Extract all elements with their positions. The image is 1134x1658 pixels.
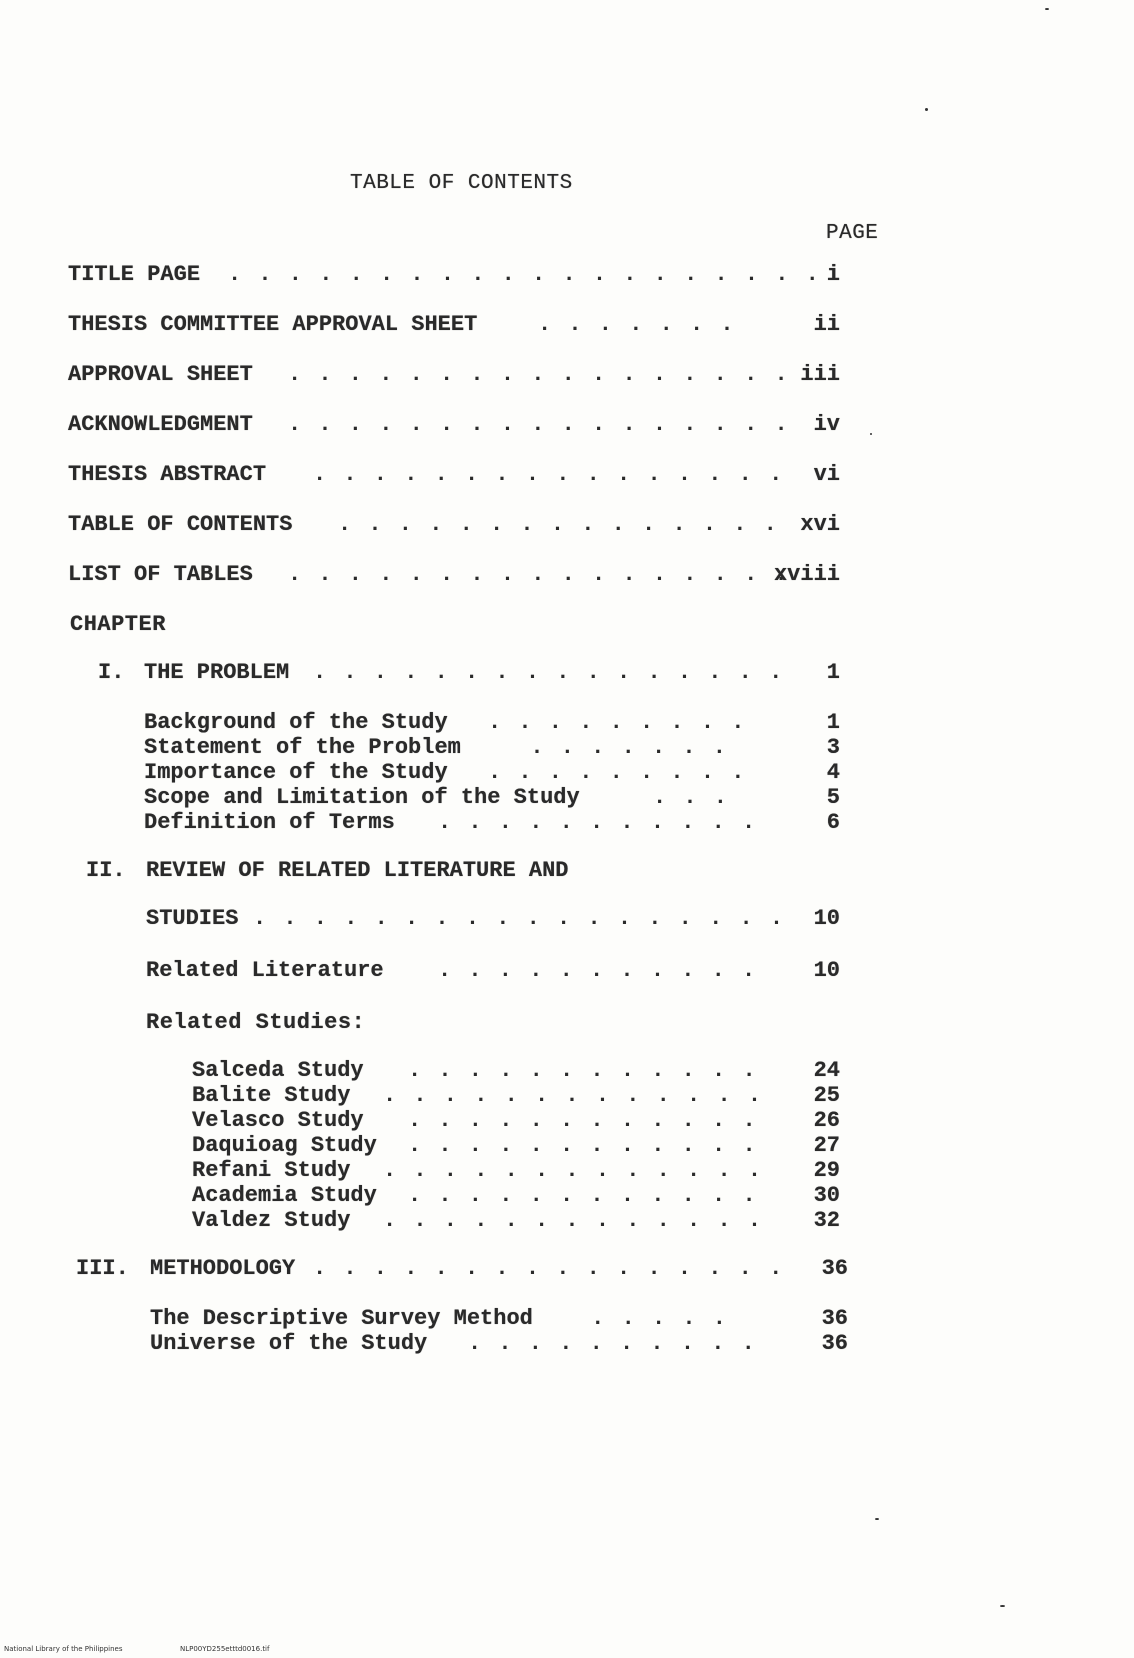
study-page: 32: [813, 1208, 840, 1233]
chapter-label: THE PROBLEM: [144, 660, 290, 685]
toc-entry: [68, 1133, 840, 1161]
chapter-page: 36: [821, 1256, 848, 1281]
leader-dots: . . . . . . . . . .: [468, 1331, 757, 1356]
leader-dots: . . . . . . . . . . . . . . . . .: [288, 362, 790, 387]
leader-dots: . . . . . . . . . . . .: [408, 1108, 758, 1133]
toc-entry: [68, 462, 840, 490]
entry-page: xvi: [800, 512, 840, 537]
chapter-page: 1: [826, 660, 840, 685]
toc-entry: [68, 735, 840, 763]
leader-dots: . . . . . . .: [538, 312, 736, 337]
leader-dots: . . . . . . . . . . . . . . . .: [313, 660, 785, 685]
section-page: 3: [826, 735, 840, 760]
leader-dots: . . . . . . . . . . . . . . . . .: [288, 412, 790, 437]
leader-dots: . . . . . . .: [530, 735, 728, 760]
scan-speck: [1000, 1605, 1005, 1607]
footer-file-name: NLP00YD255etttd0016.tif: [180, 1645, 270, 1653]
scan-speck: [1045, 8, 1049, 10]
section-page: 1: [826, 710, 840, 735]
section-page: 36: [821, 1306, 848, 1331]
chapter-numeral: III.: [76, 1256, 129, 1281]
chapter-entry: [68, 906, 840, 934]
toc-title: TABLE OF CONTENTS: [350, 172, 573, 195]
study-page: 30: [813, 1183, 840, 1208]
chapter-label-continued: STUDIES: [146, 906, 239, 931]
study-label: Daquioag Study: [192, 1133, 377, 1158]
toc-entry: [68, 512, 840, 540]
entry-page: ii: [813, 312, 840, 337]
chapter-numeral: I.: [98, 660, 125, 685]
chapter-label: METHODOLOGY: [150, 1256, 296, 1281]
toc-entry: [68, 1108, 840, 1136]
toc-entry: [68, 562, 840, 590]
chapter-entry: [68, 1256, 848, 1284]
study-page: 24: [813, 1058, 840, 1083]
study-label: Velasco Study: [192, 1108, 364, 1133]
toc-entry: [68, 362, 840, 390]
section-page: 4: [826, 760, 840, 785]
section-label: Universe of the Study: [150, 1331, 428, 1356]
study-label: Academia Study: [192, 1183, 377, 1208]
scan-speck: [925, 108, 928, 111]
leader-dots: . . . . . . . . .: [488, 710, 747, 735]
leader-dots: . . . . . . . . . . . . .: [383, 1208, 764, 1233]
scan-speck: [870, 433, 872, 435]
toc-entry: [68, 1306, 848, 1334]
section-page: 5: [826, 785, 840, 810]
page-column-header: PAGE: [826, 222, 879, 245]
study-page: 25: [813, 1083, 840, 1108]
section-label: Scope and Limitation of the Study: [144, 785, 580, 810]
section-label: Importance of the Study: [144, 760, 448, 785]
study-label: Balite Study: [192, 1083, 351, 1108]
toc-entry: [68, 412, 840, 440]
entry-page: vi: [813, 462, 840, 487]
study-page: 29: [813, 1158, 840, 1183]
entry-page: i: [826, 262, 840, 287]
section-page: 10: [813, 958, 840, 983]
leader-dots: . . . . . . . . . . . . . . . .: [313, 462, 785, 487]
leader-dots: . . . . . . . . . . .: [438, 810, 758, 835]
toc-entry: [68, 1158, 840, 1186]
study-label: Valdez Study: [192, 1208, 351, 1233]
toc-entry: [68, 785, 840, 813]
toc-entry: [68, 1083, 840, 1111]
section-page: 36: [821, 1331, 848, 1356]
study-label: Refani Study: [192, 1158, 351, 1183]
leader-dots: . . . . . . . . . . . .: [408, 1133, 758, 1158]
scan-speck: [875, 1518, 879, 1520]
leader-dots: . . . . . . . . . . .: [438, 958, 758, 983]
entry-label: ACKNOWLEDGMENT: [68, 412, 253, 437]
study-page: 27: [813, 1133, 840, 1158]
toc-entry: [68, 262, 840, 290]
section-label: The Descriptive Survey Method: [150, 1306, 533, 1331]
leader-dots: . . . . . . . . . . . . . . . . .: [288, 562, 790, 587]
related-studies-heading: Related Studies:: [146, 1010, 366, 1035]
chapter-entry: [68, 660, 840, 688]
leader-dots: . . . . . . . . . . . . . . . . . . . .: [228, 262, 821, 287]
entry-label: TABLE OF CONTENTS: [68, 512, 293, 537]
study-label: Salceda Study: [192, 1058, 364, 1083]
leader-dots: . . . . . . . . . . . . .: [383, 1158, 764, 1183]
toc-entry: [68, 1208, 840, 1236]
entry-page: iii: [800, 362, 840, 387]
toc-entry: [68, 1058, 840, 1086]
entry-label: THESIS ABSTRACT: [68, 462, 267, 487]
chapter-numeral: II.: [86, 858, 126, 883]
section-label: Background of the Study: [144, 710, 448, 735]
toc-entry: [68, 1183, 840, 1211]
chapter-heading: CHAPTER: [70, 612, 166, 637]
footer-library-name: National Library of the Philippines: [4, 1645, 123, 1653]
leader-dots: . . . . .: [591, 1306, 728, 1331]
leader-dots: . . . . . . . . . . . . . . . . . .: [253, 906, 786, 931]
leader-dots: . . . . . . . . . . . .: [408, 1183, 758, 1208]
section-label: Statement of the Problem: [144, 735, 461, 760]
study-page: 26: [813, 1108, 840, 1133]
toc-entry: [68, 958, 840, 986]
entry-page: xviii: [773, 562, 840, 587]
leader-dots: . . . . . . . . . . . . . . . .: [313, 1256, 785, 1281]
toc-entry: [68, 710, 840, 738]
entry-label: APPROVAL SHEET: [68, 362, 253, 387]
toc-entry: [68, 1331, 848, 1359]
toc-entry: [68, 312, 840, 340]
leader-dots: . . . . . . . . . . . .: [408, 1058, 758, 1083]
chapter-label: REVIEW OF RELATED LITERATURE AND: [146, 858, 569, 883]
leader-dots: . . . . . . . . . . . . . . .: [338, 512, 779, 537]
toc-entry: [68, 810, 840, 838]
leader-dots: . . . . . . . . . . . . .: [383, 1083, 764, 1108]
section-page: 6: [826, 810, 840, 835]
chapter-entry: [68, 858, 840, 886]
leader-dots: . . .: [653, 785, 730, 810]
section-label: Definition of Terms: [144, 810, 395, 835]
chapter-page: 10: [813, 906, 840, 931]
toc-entry: [68, 760, 840, 788]
entry-label: LIST OF TABLES: [68, 562, 253, 587]
entry-page: iv: [813, 412, 840, 437]
section-label: Related Literature: [146, 958, 384, 983]
entry-label: THESIS COMMITTEE APPROVAL SHEET: [68, 312, 478, 337]
leader-dots: . . . . . . . . .: [488, 760, 747, 785]
entry-label: TITLE PAGE: [68, 262, 201, 287]
